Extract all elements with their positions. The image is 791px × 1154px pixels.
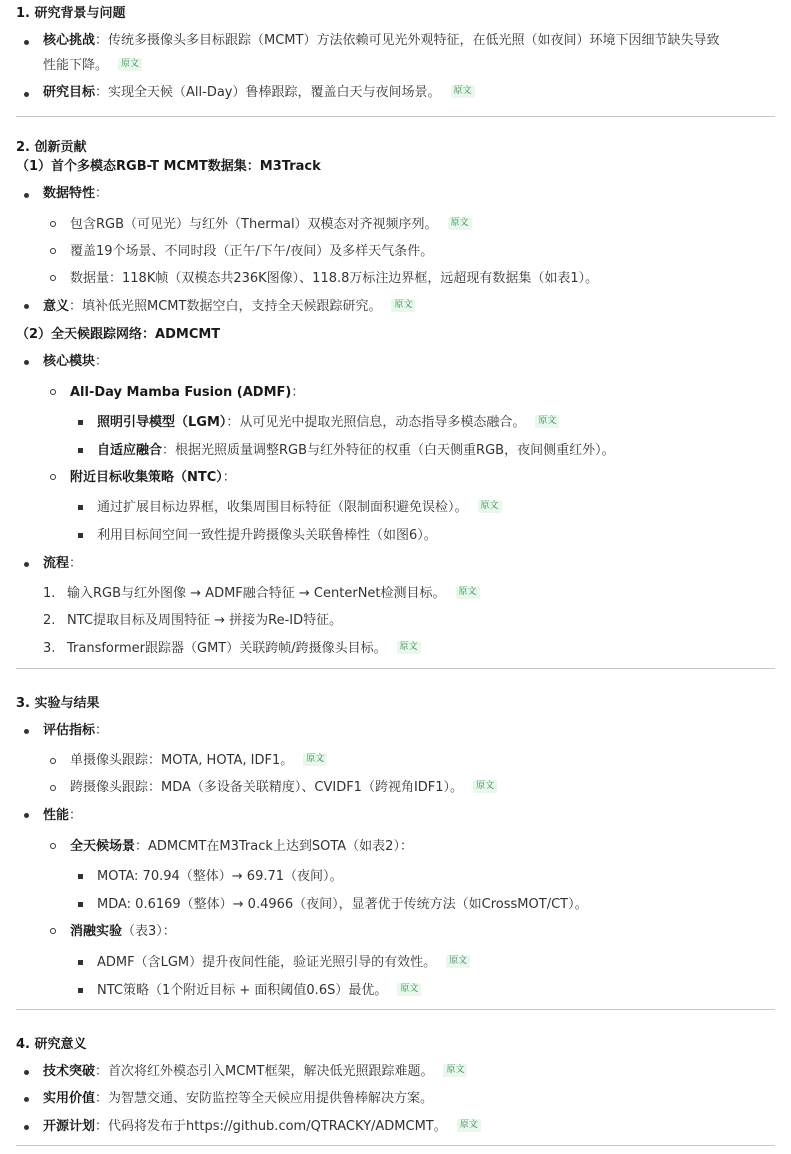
item-text: ：传统多摄像头多目标跟踪（MCMT）方法依赖可见光外观特征，在低光照（如夜间）环境下因细节缺失导致 — [95, 33, 720, 48]
bullet-square — [78, 988, 83, 993]
list-item — [43, 722, 108, 740]
divider — [16, 1145, 775, 1146]
bullet-circle — [50, 275, 56, 281]
item-text: ：ADMCMT在M3Track上达到SOTA（如表2）： — [135, 839, 413, 854]
list-item: MOTA: 70.94（整体）→ 69.71（夜间）。 — [97, 869, 343, 884]
list-item — [43, 807, 82, 825]
bullet-square — [78, 902, 83, 907]
item-label: 技术突破 — [43, 1064, 96, 1079]
source-badge[interactable]: 原文 — [397, 983, 421, 996]
colon: ： — [95, 186, 109, 201]
item-text: 性能下降。 — [43, 58, 109, 73]
item-label: 评估指标 — [43, 723, 96, 738]
bullet-circle — [50, 843, 56, 849]
item-label: 核心挑战 — [43, 33, 96, 48]
item-text: ADMF（含LGM）提升夜间性能，验证光照引导的有效性。 — [97, 955, 437, 970]
bullet-square — [78, 533, 83, 538]
item-text: ：填补低光照MCMT数据空白，支持全天候跟踪研究。 — [69, 299, 382, 314]
item-text: ：从可见光中提取光照信息，动态指导多模态融合。 — [226, 415, 526, 430]
list-number: 2. — [43, 613, 56, 628]
bullet-disc — [24, 729, 29, 734]
source-badge[interactable]: 原文 — [446, 955, 470, 968]
list-item — [67, 640, 421, 658]
divider — [16, 1009, 775, 1010]
bullet-disc — [24, 1070, 29, 1075]
list-item — [97, 499, 502, 517]
item-label: 意义 — [43, 299, 70, 314]
source-badge[interactable]: 原文 — [443, 1064, 467, 1077]
list-item — [70, 838, 413, 856]
item-label: 研究目标 — [43, 85, 96, 100]
list-item — [43, 185, 108, 203]
item-label: 附近目标收集策略（NTC） — [70, 470, 223, 485]
bullet-disc — [24, 1097, 29, 1102]
bullet-circle — [50, 758, 56, 764]
bullet-square — [78, 505, 83, 510]
bullet-circle — [50, 928, 56, 934]
source-badge[interactable]: 原文 — [457, 1119, 481, 1132]
item-label: 照明引导模型（LGM） — [97, 415, 227, 430]
item-label: 流程 — [43, 556, 70, 571]
item-text: Transformer跟踪器（GMT）关联跨帧/跨摄像头目标。 — [67, 641, 387, 656]
item-label: 核心模块 — [43, 354, 96, 369]
list-item: 数据量：118K帧（双模态共236K图像）、118.8万标注边界框，远超现有数据集（如表1）。 — [70, 271, 599, 286]
section-title: 1. 研究背景与问题 — [16, 6, 126, 21]
item-text: ：为智慧交通、安防监控等全天候应用提供鲁棒解决方案。 — [95, 1091, 434, 1106]
item-label: 消融实验 — [70, 924, 123, 939]
list-item — [70, 779, 497, 797]
list-item — [97, 442, 615, 460]
source-badge[interactable]: 原文 — [456, 586, 480, 599]
list-item — [43, 1063, 467, 1081]
bullet-disc — [24, 92, 29, 97]
bullet-circle — [50, 389, 56, 395]
item-text: ：首次将红外模态引入MCMT框架，解决低光照跟踪难题。 — [95, 1064, 434, 1079]
item-text: 跨摄像头跟踪：MDA（多设备关联精度）、CVIDF1（跨视角IDF1）。 — [70, 780, 464, 795]
bullet-disc — [24, 813, 29, 818]
source-badge[interactable]: 原文 — [397, 641, 421, 654]
list-item — [70, 384, 304, 402]
source-badge[interactable]: 原文 — [118, 58, 142, 71]
subsection-title: （1）首个多模态RGB-T MCMT数据集：M3Track — [16, 159, 321, 174]
colon: ： — [69, 808, 83, 823]
item-text: ：实现全天候（All-Day）鲁棒跟踪，覆盖白天与夜间场景。 — [95, 85, 441, 100]
item-text: ：根据光照质量调整RGB与红外特征的权重（白天侧重RGB，夜间侧重红外）。 — [162, 443, 615, 458]
source-badge[interactable]: 原文 — [448, 217, 472, 230]
list-item — [43, 1090, 433, 1108]
source-badge[interactable]: 原文 — [391, 299, 415, 312]
list-item — [43, 298, 415, 316]
list-item: 利用目标间空间一致性提升跨摄像头关联鲁棒性（如图6）。 — [97, 528, 437, 543]
colon: ： — [69, 556, 83, 571]
section-title: 4. 研究意义 — [16, 1037, 87, 1052]
colon: ： — [95, 354, 109, 369]
item-label: 开源计划 — [43, 1119, 96, 1134]
section-title: 3. 实验与结果 — [16, 696, 100, 711]
bullet-disc — [24, 193, 29, 198]
item-text[interactable]: ：代码将发布于https://github.com/QTRACKY/ADMCMT。 — [95, 1119, 447, 1134]
source-badge[interactable]: 原文 — [303, 753, 327, 766]
source-badge[interactable]: 原文 — [535, 415, 559, 428]
item-text: 包含RGB（可见光）与红外（Thermal）双模态对齐视频序列。 — [70, 217, 438, 232]
list-item — [97, 954, 470, 972]
list-item — [43, 32, 719, 50]
list-number: 1. — [43, 586, 56, 601]
item-text: 通过扩展目标边界框，收集周围目标特征（限制面积避免误检）。 — [97, 500, 468, 515]
list-item-continuation — [43, 57, 142, 75]
list-number: 3. — [43, 641, 56, 656]
list-item — [97, 414, 559, 432]
colon: ： — [222, 470, 236, 485]
bullet-square — [78, 420, 83, 425]
source-badge[interactable]: 原文 — [478, 500, 502, 513]
bullet-circle — [50, 248, 56, 254]
item-text: 输入RGB与红外图像 → ADMF融合特征 → CenterNet检测目标。 — [67, 586, 446, 601]
list-item — [97, 982, 421, 1000]
item-label: All-Day Mamba Fusion (ADMF) — [70, 385, 292, 400]
source-badge[interactable]: 原文 — [473, 780, 497, 793]
bullet-square — [78, 874, 83, 879]
list-item: MDA: 0.6169（整体）→ 0.4966（夜间），显著优于传统方法（如CrossMOT/CT）。 — [97, 897, 588, 912]
item-label: 性能 — [43, 808, 70, 823]
list-item: NTC提取目标及周围特征 → 拼接为Re-ID特征。 — [67, 613, 343, 628]
bullet-disc — [24, 40, 29, 45]
bullet-disc — [24, 360, 29, 365]
section-title: 2. 创新贡献 — [16, 140, 87, 155]
bullet-circle — [50, 785, 56, 791]
divider — [16, 116, 775, 117]
list-item — [67, 585, 480, 603]
item-text: （表3）： — [122, 924, 176, 939]
list-item: 覆盖19个场景、不同时段（正午/下午/夜间）及多样天气条件。 — [70, 244, 434, 259]
subsection-title: （2）全天候跟踪网络：ADMCMT — [16, 327, 221, 342]
list-item — [43, 1118, 481, 1136]
list-item — [70, 216, 472, 234]
bullet-disc — [24, 304, 29, 309]
list-item — [70, 752, 327, 770]
bullet-disc — [24, 562, 29, 567]
bullet-circle — [50, 474, 56, 480]
source-badge[interactable]: 原文 — [451, 85, 475, 98]
item-text: NTC策略（1个附近目标 + 面积阈值0.6S）最优。 — [97, 983, 388, 998]
divider — [16, 668, 775, 669]
list-item — [70, 469, 236, 487]
list-item — [43, 84, 475, 102]
colon: ： — [95, 723, 109, 738]
item-label: 自适应融合 — [97, 443, 163, 458]
bullet-circle — [50, 221, 56, 227]
list-item — [43, 353, 108, 371]
item-label: 实用价值 — [43, 1091, 96, 1106]
list-item — [43, 555, 82, 573]
colon: ： — [291, 385, 305, 400]
bullet-square — [78, 960, 83, 965]
item-text: 单摄像头跟踪：MOTA, HOTA, IDF1。 — [70, 753, 294, 768]
bullet-disc — [24, 1125, 29, 1130]
item-label: 全天候场景 — [70, 839, 136, 854]
item-label: 数据特性 — [43, 186, 96, 201]
bullet-square — [78, 448, 83, 453]
list-item — [70, 923, 176, 941]
